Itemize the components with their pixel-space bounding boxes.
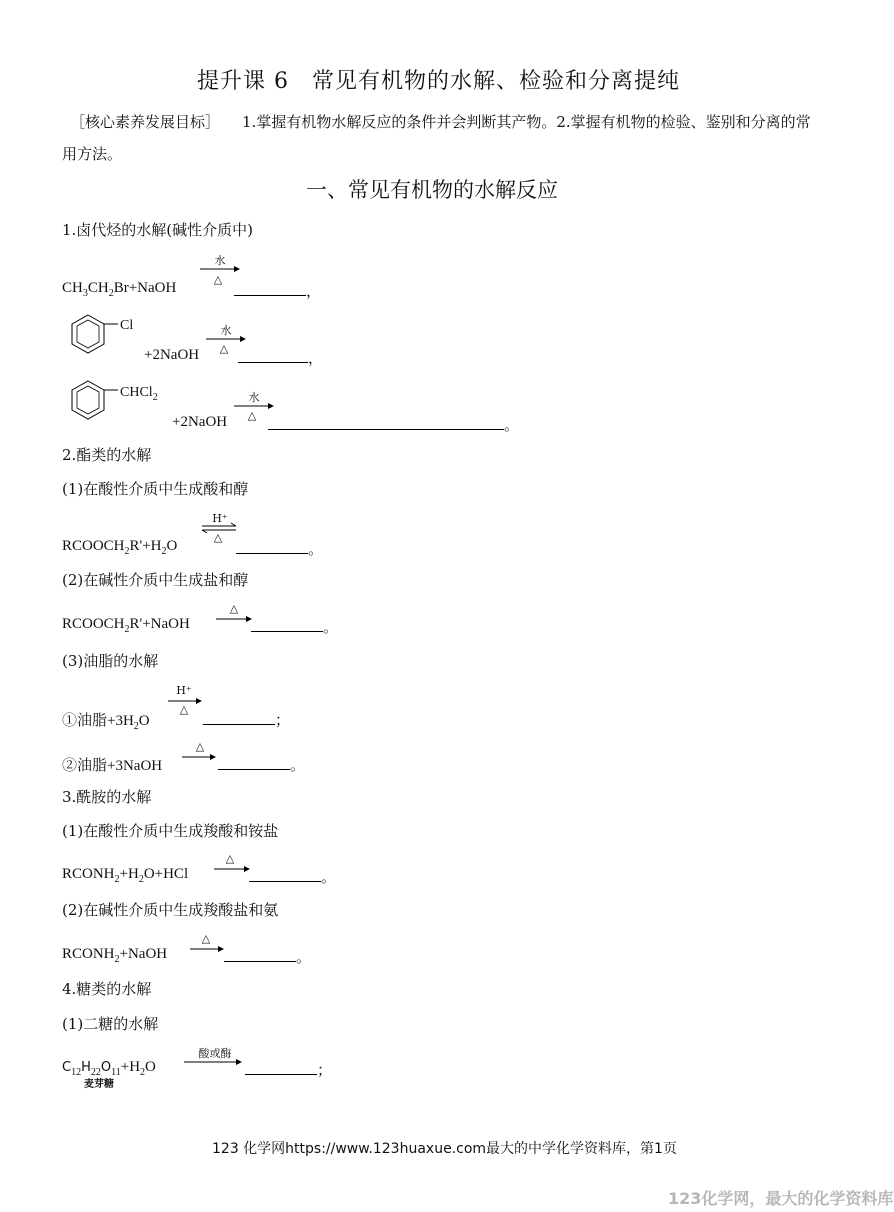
answer-blank[interactable]: [251, 617, 323, 632]
s2-eq1-answer: 。: [236, 538, 323, 559]
s4-p1: (1)二糖的水解: [62, 1015, 159, 1033]
s2-eq2: $RCOOCH_2R'+NaOH$: [62, 616, 190, 635]
s3-eq1: $RCONH_2+H_2O+HCl$: [62, 866, 189, 885]
s2-p3: (3)油脂的水解: [62, 652, 159, 670]
s1-heading: 1.卤代烃的水解(碱性介质中): [62, 221, 254, 239]
answer-blank[interactable]: [203, 710, 275, 725]
s1-eq3-answer: 。: [268, 414, 519, 435]
s3-eq2: $RCONH_2+NaOH$: [62, 946, 168, 965]
s3-eq2-answer: 。: [224, 946, 311, 967]
s2-eq3-cond-bottom: △: [179, 703, 189, 716]
watermark: 123化学网，最大的化学资料库: [668, 1189, 894, 1208]
s1-eq2-cond-bottom: △: [219, 342, 229, 355]
s1-eq2-sub: Cl: [120, 318, 134, 333]
answer-blank[interactable]: [236, 539, 308, 554]
answer-blank[interactable]: [238, 348, 308, 363]
s3-eq1-answer: 。: [249, 866, 336, 887]
s2-heading: 2.酯类的水解: [62, 446, 152, 464]
arrow-icon: [182, 1053, 246, 1079]
s4-eq1: $C_{12}H_{22}O_{11}+H_2O$: [62, 1059, 156, 1078]
s1-eq3-cond-top: 水: [248, 391, 260, 404]
s2-eq4-cond-top: △: [195, 740, 205, 753]
s2-eq1-cond-bottom: △: [213, 531, 223, 544]
s1-eq2-cond-top: 水: [220, 324, 232, 337]
page-title: 提升课 6 常见有机物的水解、检验和分离提纯: [197, 69, 680, 94]
page-footer: 123 化学网https://www.123huaxue.com最大的中学化学资料库，第1页: [212, 1141, 677, 1157]
goals-line1: [70, 111, 811, 132]
s1-eq2-answer: ，: [238, 347, 323, 368]
s1-eq1-cond-top: 水: [214, 254, 226, 267]
s2-eq4-answer: 。: [218, 754, 305, 775]
s2-eq3: ①油脂$+3H_2O$: [62, 713, 150, 732]
answer-blank[interactable]: [268, 415, 504, 430]
goals-line2: 用方法。: [62, 145, 123, 163]
answer-blank[interactable]: [218, 755, 290, 770]
answer-blank[interactable]: [245, 1060, 317, 1075]
s4-eq1-cond-top: 酸或酶: [198, 1047, 232, 1060]
s2-p2: (2)在碱性介质中生成盐和醇: [62, 571, 249, 589]
answer-blank[interactable]: [249, 867, 321, 882]
section-heading: 一、常见有机物的水解反应: [306, 178, 558, 202]
s1-eq3-cond-bottom: △: [247, 409, 257, 422]
s4-heading: 4.糖类的水解: [62, 980, 152, 998]
s2-eq1-cond-top: H⁺: [212, 512, 228, 525]
s2-eq2-answer: 。: [251, 616, 338, 637]
s2-p1: (1)在酸性介质中生成酸和醇: [62, 480, 249, 498]
s2-eq3-answer: ；: [203, 709, 290, 730]
s4-eq1-answer: ；: [245, 1059, 332, 1080]
s2-eq1: $RCOOCH_2R'+H_2O$: [62, 538, 178, 557]
s1-eq3-sub: CHCl$_2$: [120, 385, 158, 403]
s1-eq1: $CH_3CH_2Br+NaOH$: [62, 280, 177, 299]
s2-eq4: ②油脂+3NaOH: [62, 758, 163, 774]
s2-eq3-cond-top: H⁺: [176, 684, 192, 697]
s1-eq3-reactant: +2NaOH: [172, 414, 228, 430]
s4-eq1-under: 麦芽糖: [84, 1079, 114, 1090]
goals-label: ［核心素养发展目标］: [70, 113, 221, 131]
s3-eq1-cond-top: △: [225, 852, 235, 865]
s1-eq1-answer: ，: [234, 280, 321, 301]
s3-eq2-cond-top: △: [201, 932, 211, 945]
answer-blank[interactable]: [234, 281, 306, 296]
s1-eq1-cond-bottom: △: [213, 273, 223, 286]
s2-eq2-cond-top: △: [229, 602, 239, 615]
s3-p2: (2)在碱性介质中生成羧酸盐和氨: [62, 901, 279, 919]
goals-text-1: 1.掌握有机物水解反应的条件并会判断其产物。2.掌握有机物的检验、鉴别和分离的常: [242, 113, 811, 131]
s3-p1: (1)在酸性介质中生成羧酸和铵盐: [62, 822, 279, 840]
s3-heading: 3.酰胺的水解: [62, 788, 152, 806]
answer-blank[interactable]: [224, 947, 296, 962]
s1-eq2-reactant: +2NaOH: [144, 347, 200, 363]
